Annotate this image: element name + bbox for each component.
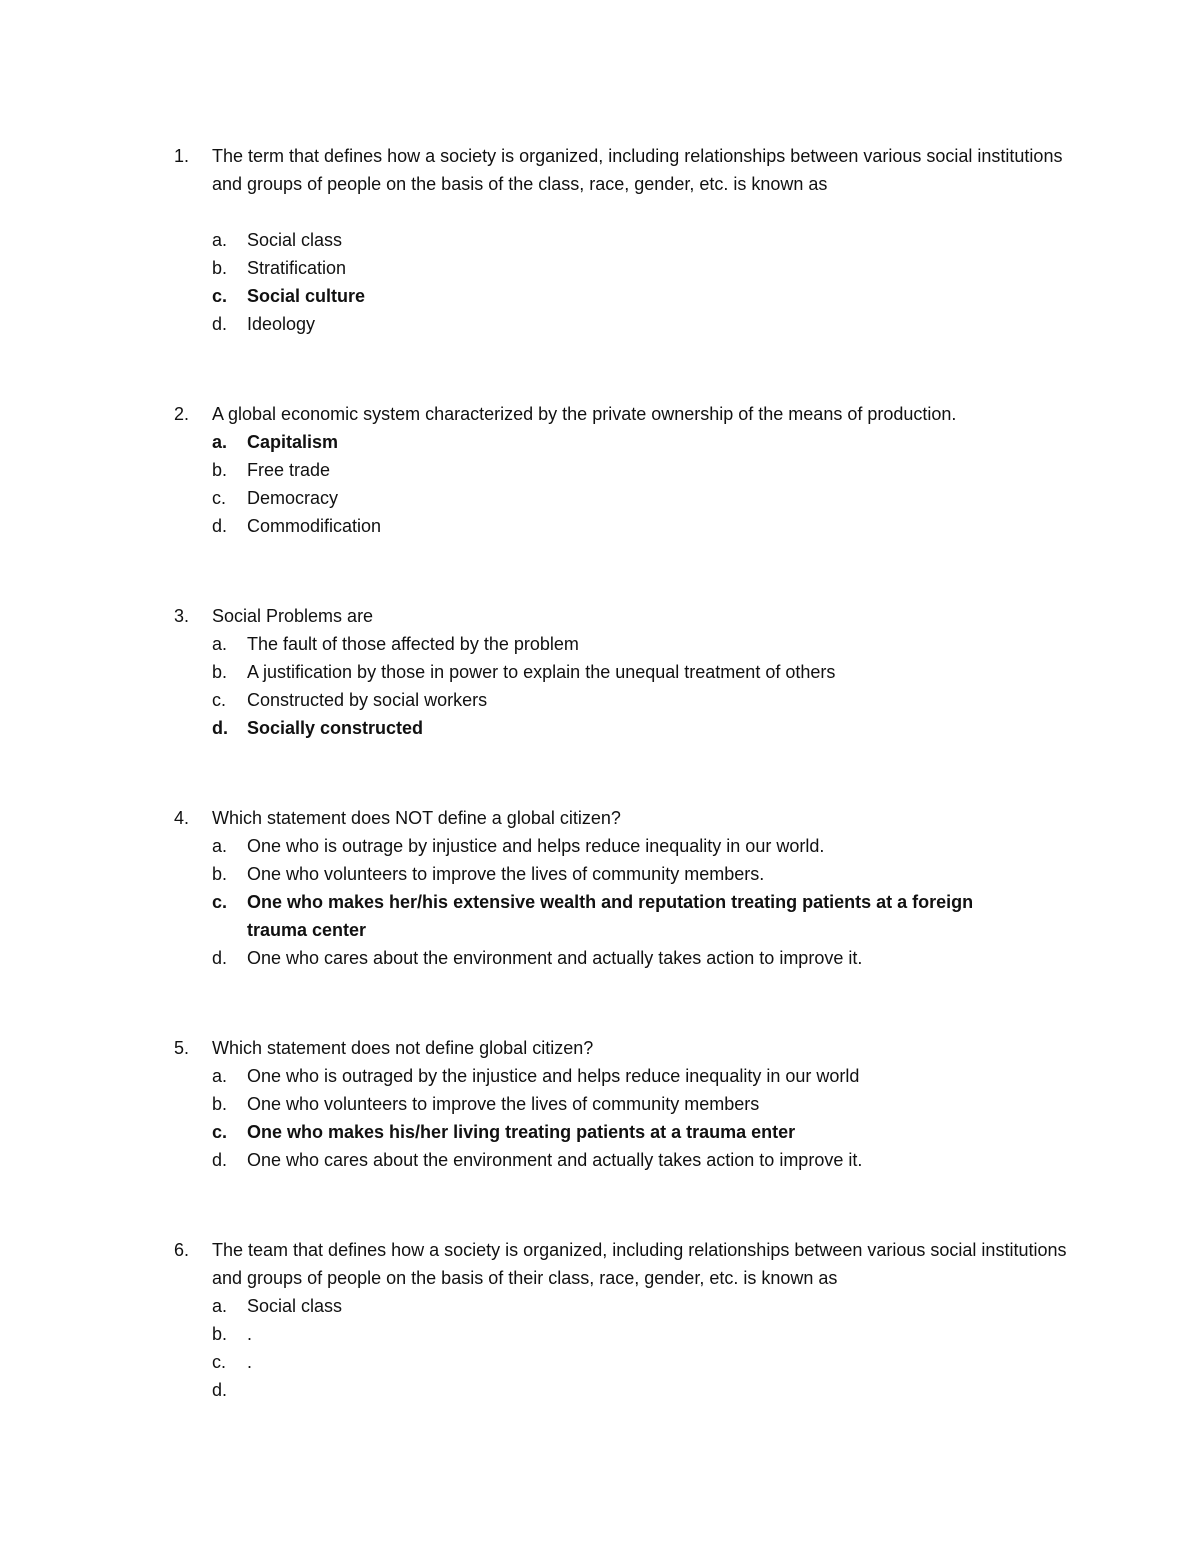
question-text: A global economic system characterized by the private ownership of the means of production. [212, 404, 957, 424]
question-2 [0, 400, 1200, 540]
question-number: 3. [174, 606, 190, 626]
question-text: The team that defines how a society is organized, including relationships between various social institutions and groups of people on the basis of their class, race, gender, etc. is known as [212, 1240, 1067, 1288]
option-letter: c. [212, 690, 227, 710]
option-letter: c. [212, 488, 227, 508]
option-b [0, 860, 1200, 888]
option-text: The fault of those affected by the problem [247, 634, 579, 654]
question-text: Which statement does NOT define a global citizen? [212, 808, 621, 828]
option-text: Ideology [247, 314, 316, 334]
option-a [0, 630, 1200, 658]
option-a [0, 1292, 1200, 1320]
option-a [0, 226, 1200, 254]
question-number: 4. [174, 808, 190, 828]
question-number: 1. [174, 146, 190, 166]
option-d [0, 1376, 1200, 1404]
option-letter: a. [212, 836, 228, 856]
option-text: One who is outraged by the injustice and helps reduce inequality in our world [247, 1066, 860, 1086]
option-letter: a. [212, 230, 228, 250]
option-b [0, 456, 1200, 484]
option-text: One who cares about the environment and actually takes action to improve it. [247, 1150, 863, 1170]
option-text: Socially constructed [247, 718, 424, 738]
question-number: 2. [174, 404, 190, 424]
option-d [0, 944, 1200, 972]
option-text: Constructed by social workers [247, 690, 488, 710]
option-letter: b. [212, 864, 228, 884]
option-text: One who is outrage by injustice and helps reduce inequality in our world. [247, 836, 825, 856]
option-text: . [247, 1324, 253, 1344]
option-letter: c. [212, 1352, 227, 1372]
option-letter: d. [212, 718, 228, 738]
option-letter: b. [212, 460, 228, 480]
option-text: Social class [247, 230, 343, 250]
question-text: The term that defines how a society is organized, including relationships between various social institutions and groups of people on the basis of the class, race, gender, etc. is known as [212, 146, 1063, 194]
option-letter: d. [212, 948, 228, 968]
option-c-answer [0, 282, 1200, 310]
option-letter: a. [212, 634, 228, 654]
option-letter: b. [212, 1324, 228, 1344]
option-c [0, 1348, 1200, 1376]
option-text: One who cares about the environment and actually takes action to improve it. [247, 948, 863, 968]
option-b [0, 1090, 1200, 1118]
option-text: Free trade [247, 460, 331, 480]
option-a [0, 1062, 1200, 1090]
option-c [0, 686, 1200, 714]
option-d-answer [0, 714, 1200, 742]
question-4 [0, 804, 1200, 972]
option-letter: a. [212, 1066, 228, 1086]
question-6 [0, 1236, 1200, 1404]
option-text: Commodification [247, 516, 382, 536]
option-d [0, 310, 1200, 338]
question-3 [0, 602, 1200, 742]
option-letter: d. [212, 1380, 228, 1400]
option-text: Stratification [247, 258, 347, 278]
option-b [0, 254, 1200, 282]
option-c-answer [0, 888, 1200, 944]
option-letter: a. [212, 432, 228, 452]
question-text: Social Problems are [212, 606, 374, 626]
option-c [0, 484, 1200, 512]
option-text: Social class [247, 1296, 343, 1316]
question-number: 6. [174, 1240, 190, 1260]
option-text: A justification by those in power to explain the unequal treatment of others [247, 662, 836, 682]
question-text: Which statement does not define global citizen? [212, 1038, 594, 1058]
option-b [0, 658, 1200, 686]
option-letter: c. [212, 892, 228, 912]
question-5 [0, 1034, 1200, 1174]
option-a-answer [0, 428, 1200, 456]
option-a [0, 832, 1200, 860]
option-text: One who makes her/his extensive wealth and reputation treating patients at a foreign trauma center [247, 892, 974, 940]
question-number: 5. [174, 1038, 190, 1058]
option-text: One who volunteers to improve the lives of community members. [247, 864, 765, 884]
option-letter: c. [212, 1122, 228, 1142]
option-d [0, 512, 1200, 540]
option-d [0, 1146, 1200, 1174]
option-letter: b. [212, 258, 228, 278]
option-letter: d. [212, 516, 228, 536]
question-1 [0, 142, 1200, 338]
option-text: One who volunteers to improve the lives of community members [247, 1094, 760, 1114]
option-letter: a. [212, 1296, 228, 1316]
option-text: One who makes his/her living treating patients at a trauma enter [247, 1122, 796, 1142]
option-letter: d. [212, 314, 228, 334]
option-letter: b. [212, 1094, 228, 1114]
option-text: Capitalism [247, 432, 339, 452]
option-letter: d. [212, 1150, 228, 1170]
option-text: . [247, 1352, 253, 1372]
option-text: Democracy [247, 488, 339, 508]
option-letter: b. [212, 662, 228, 682]
option-letter: c. [212, 286, 228, 306]
option-b [0, 1320, 1200, 1348]
option-c-answer [0, 1118, 1200, 1146]
option-text: Social culture [247, 286, 366, 306]
